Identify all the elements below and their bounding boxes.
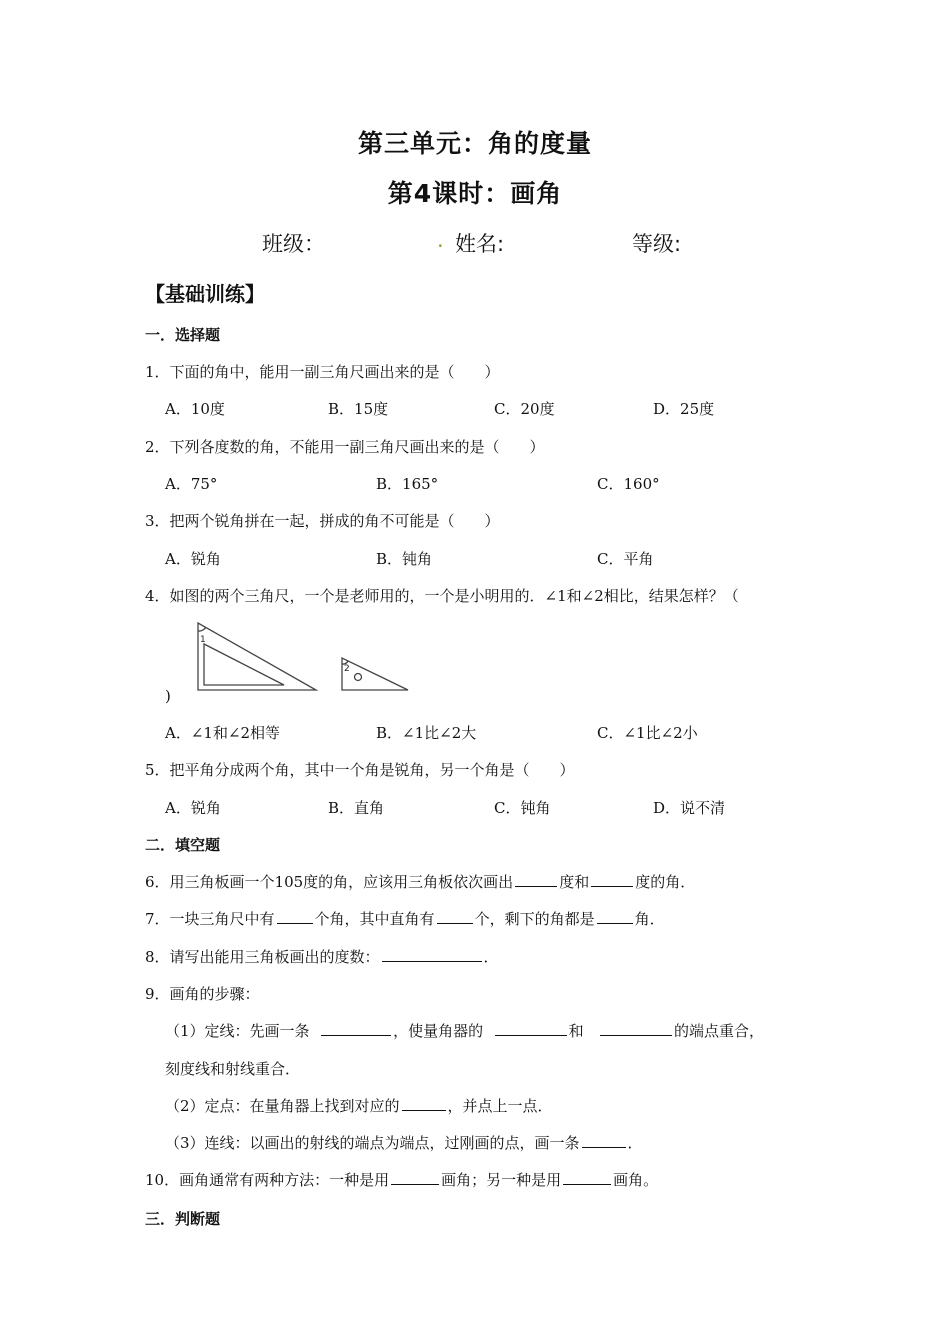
- q1-option-c: C．20度: [494, 400, 555, 418]
- q9-step-3: [165, 1132, 643, 1153]
- q6-text-3: 度的角．: [635, 873, 696, 891]
- q9-step3-text-2: ．: [627, 1134, 643, 1152]
- q8-text-2: ．: [483, 948, 499, 966]
- q6-text-1: 6．用三角板画一个105度的角，应该用三角板依次画出: [145, 873, 514, 891]
- q5-option-c: C．钝角: [494, 799, 551, 817]
- section-judge: 三．判断题: [145, 1210, 221, 1228]
- q4-close-paren: ): [165, 687, 171, 705]
- q9-step2-text-1: （2）定点：在量角器上找到对应的: [165, 1097, 400, 1115]
- grade-label: 等级:: [632, 232, 682, 256]
- q1-option-d: D．25度: [653, 400, 715, 418]
- q6-text-2: 度和: [559, 873, 590, 891]
- q7-blank-1[interactable]: [277, 909, 313, 924]
- section-fill: 二．填空题: [145, 836, 221, 854]
- teacher-set-square: [198, 623, 316, 690]
- q4-figure-triangles: [190, 618, 420, 698]
- angle-label-1: 1: [200, 635, 206, 645]
- q2-stem: 2．下列各度数的角，不能用一副三角尺画出来的是（ ）: [145, 438, 545, 456]
- class-label: 班级：: [262, 232, 325, 256]
- q9-step2-blank-1[interactable]: [402, 1096, 446, 1111]
- q1-option-a: A．10度: [165, 400, 225, 418]
- q9-step1-text-1: （1）定线：先画一条: [165, 1022, 310, 1040]
- section-choice: 一．选择题: [145, 326, 221, 344]
- q6-blank-2[interactable]: [591, 872, 633, 887]
- q9-step1-blank-1[interactable]: [321, 1021, 391, 1036]
- q4-option-a: A．∠1和∠2相等: [165, 724, 281, 742]
- q1-stem: 1．下面的角中，能用一副三角尺画出来的是（ ）: [145, 363, 500, 381]
- q5-option-b: B．直角: [328, 799, 385, 817]
- q9-step-2: [165, 1095, 553, 1116]
- q8-text-1: 8．请写出能用三角板画出的度数：: [145, 948, 380, 966]
- q3-option-b: B．钝角: [376, 550, 433, 568]
- q9-step1-text-2: ，使量角器的: [393, 1022, 484, 1040]
- q10: [145, 1169, 658, 1190]
- q9-step1-text-3: 和: [568, 1022, 584, 1040]
- q10-blank-1[interactable]: [391, 1170, 439, 1185]
- q4-option-b: B．∠1比∠2大: [376, 724, 477, 742]
- q9-step3-text-1: （3）连线：以画出的射线的端点为端点，过刚画的点，画一条: [165, 1134, 580, 1152]
- angle-label-2: 2: [344, 664, 350, 674]
- q8-blank-1[interactable]: [382, 947, 482, 962]
- q9-step1-blank-3[interactable]: [600, 1021, 672, 1036]
- q5-option-a: A．锐角: [165, 799, 221, 817]
- q7-text-4: 角．: [634, 910, 665, 928]
- q6-blank-1[interactable]: [515, 872, 557, 887]
- q9-step2-text-2: ，并点上一点．: [447, 1097, 553, 1115]
- q7-text-3: 个，剩下的角都是: [474, 910, 595, 928]
- q4-stem: 4．如图的两个三角尺，一个是老师用的，一个是小明用的．∠1和∠2相比，结果怎样？（: [145, 587, 739, 605]
- q7-blank-2[interactable]: [437, 909, 473, 924]
- q8: [145, 946, 499, 967]
- student-set-square: [342, 658, 408, 690]
- q10-text-3: 画角。: [613, 1171, 659, 1189]
- q1-option-b: B．15度: [328, 400, 389, 418]
- q4-option-c: C．∠1比∠2小: [597, 724, 698, 742]
- q7-blank-3[interactable]: [597, 909, 633, 924]
- q3-option-c: C．平角: [597, 550, 654, 568]
- q9-step1-blank-2[interactable]: [495, 1021, 567, 1036]
- q9-step1-line2: 刻度线和射线重合．: [165, 1060, 301, 1078]
- name-label: 姓名:: [455, 232, 505, 256]
- q2-option-c: C．160°: [597, 475, 660, 493]
- q10-blank-2[interactable]: [563, 1170, 611, 1185]
- q7: [145, 908, 665, 929]
- q5-option-d: D．说不清: [653, 799, 726, 817]
- q10-text-2: 画角；另一种是用: [441, 1171, 562, 1189]
- q2-option-a: A．75°: [165, 475, 218, 493]
- q9-step1-text-4: 的端点重合，: [673, 1022, 764, 1040]
- q6: [145, 871, 695, 892]
- page-title: 第三单元：角的度量: [357, 129, 592, 158]
- q9-stem: 9．画角的步骤：: [145, 985, 260, 1003]
- q3-stem: 3．把两个锐角拼在一起，拼成的角不可能是（ ）: [145, 512, 500, 530]
- q5-stem: 5．把平角分成两个角，其中一个角是锐角，另一个角是（ ）: [145, 761, 575, 779]
- q10-text-1: 10．画角通常有两种方法：一种是用: [145, 1171, 390, 1189]
- q7-text-2: 个角，其中直角有: [314, 910, 435, 928]
- q9-step-1: [165, 1020, 764, 1041]
- q7-text-1: 7．一块三角尺中有: [145, 910, 275, 928]
- q9-step3-blank-1[interactable]: [582, 1133, 626, 1148]
- q2-option-b: B．165°: [376, 475, 439, 493]
- q3-option-a: A．锐角: [165, 550, 221, 568]
- decor-dot: .: [437, 228, 444, 252]
- section-basic: 【基础训练】: [145, 282, 265, 306]
- page-subtitle: 第4课时：画角: [387, 179, 563, 208]
